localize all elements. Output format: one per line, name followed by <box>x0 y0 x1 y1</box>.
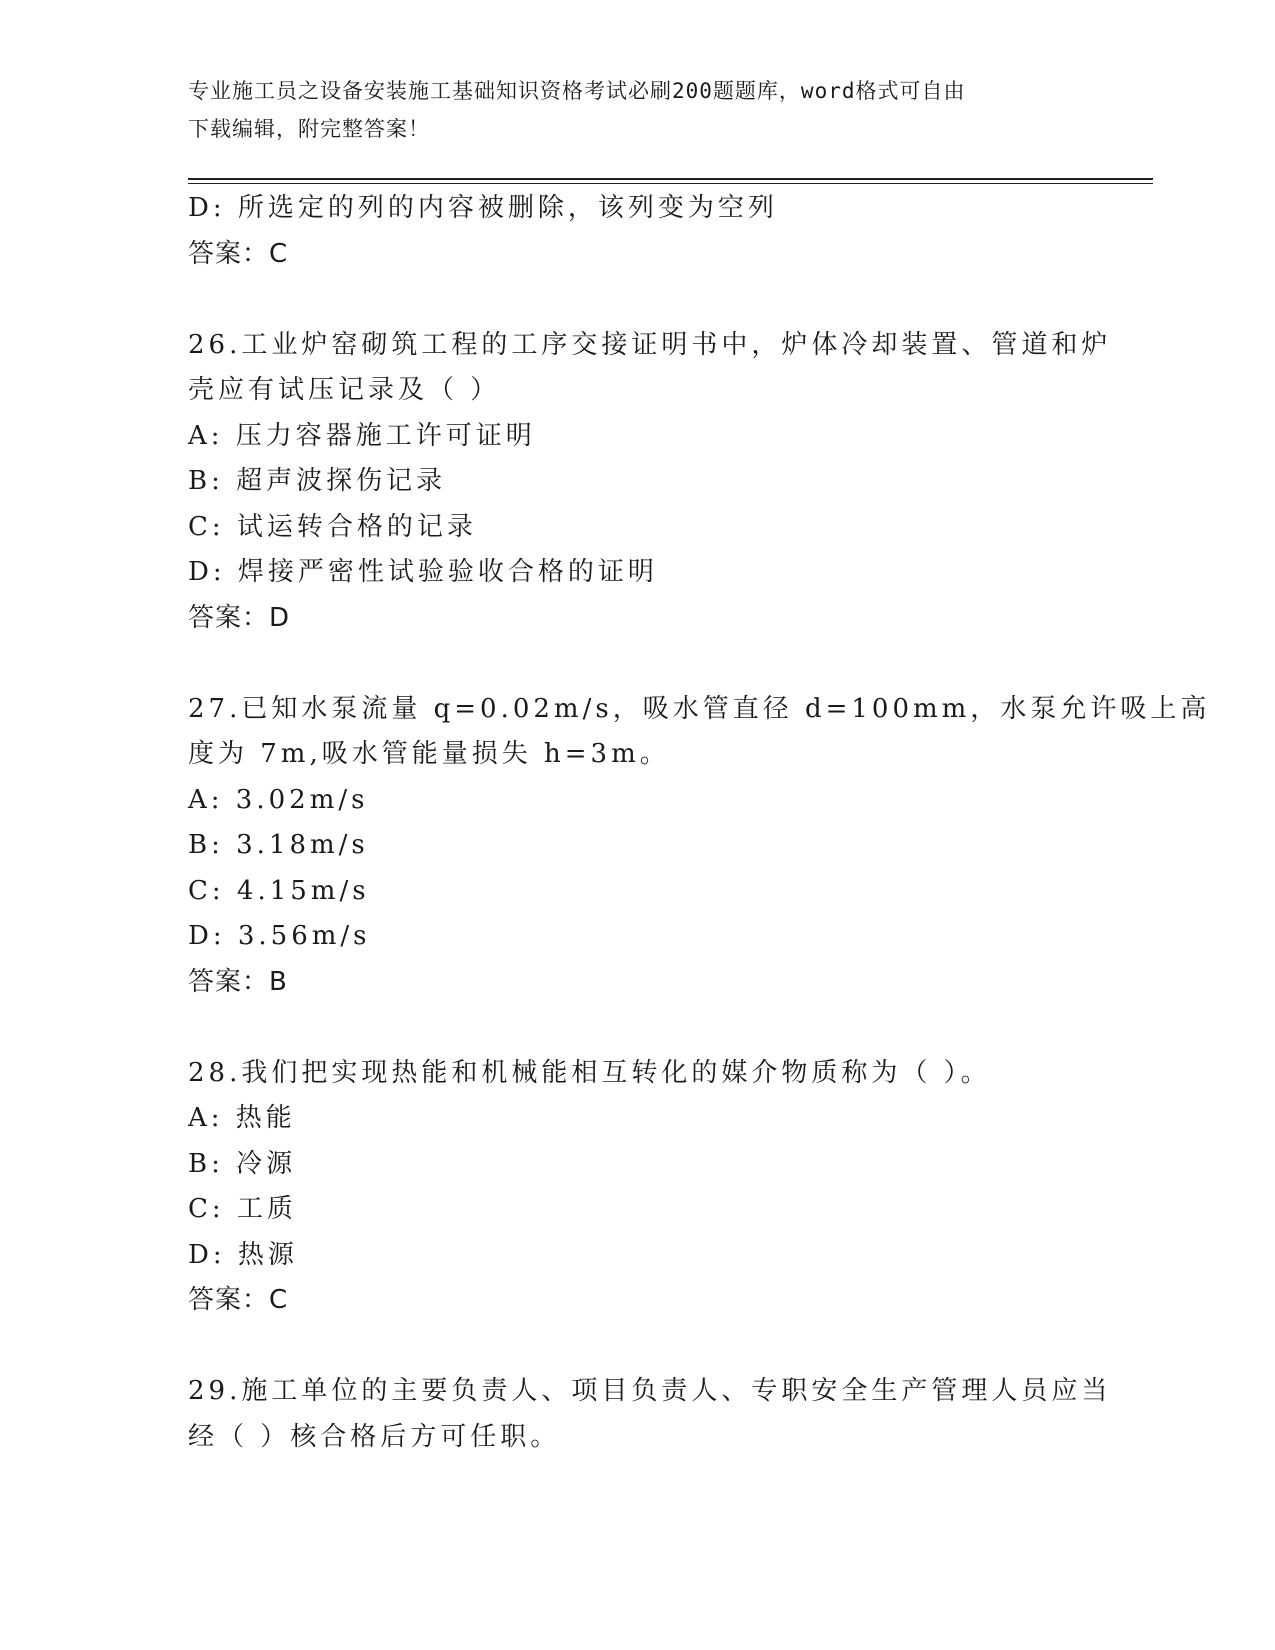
spacer <box>188 1324 1088 1370</box>
question-list <box>188 186 1211 1460</box>
answer: 答案：B <box>188 966 288 997</box>
header-rule-thick <box>188 178 1153 180</box>
answer: 答案：C <box>188 1285 289 1315</box>
option-a: A: 压力容器施工许可证明 <box>188 420 536 451</box>
question-28 <box>188 1051 1088 1324</box>
question-stem-continued: 经（ ）核合格后方可任职。 <box>188 1421 561 1452</box>
header-line-1: 专业施工员之设备安装施工基础知识资格考试必刷200题题库，word格式可自由 <box>188 79 966 103</box>
question-stem-continued: 壳应有试压记录及（ ） <box>188 375 501 405</box>
document-header <box>188 72 1068 148</box>
option-d: D: 所选定的列的内容被删除，该列变为空列 <box>188 193 778 223</box>
option-a: A: 热能 <box>188 1103 296 1133</box>
option-d: D: 3.56m/s <box>188 921 371 951</box>
header-line-2: 下载编辑，附完整答案！ <box>188 117 430 141</box>
option-b: B: 3.18m/s <box>188 830 369 860</box>
option-c: C: 工质 <box>188 1194 297 1224</box>
spacer <box>188 641 1088 687</box>
option-a: A: 3.02m/s <box>188 784 369 815</box>
question-stem: 26.工业炉窑砌筑工程的工序交接证明书中，炉体冷却装置、管道和炉 <box>188 329 1112 360</box>
header-rule-thin <box>188 183 1153 184</box>
answer: 答案：D <box>188 602 291 633</box>
option-c: C: 4.15m/s <box>188 875 370 906</box>
question-26 <box>188 323 1112 642</box>
answer: 答案：C <box>188 238 289 269</box>
option-c: C: 试运转合格的记录 <box>188 511 477 542</box>
option-d: D: 热源 <box>188 1239 298 1270</box>
question-27 <box>188 687 1211 1006</box>
question-29 <box>188 1369 1112 1460</box>
question-stem: 28.我们把实现热能和机械能相互转化的媒介物质称为（ ）。 <box>188 1057 991 1088</box>
question-stem: 27.已知水泵流量 q=0.02m/s，吸水管直径 d=100mm，水泵允许吸上高 <box>188 693 1211 724</box>
question-stem-continued: 度为 7m,吸水管能量损失 h=3m。 <box>188 739 670 769</box>
spacer <box>188 1005 1088 1051</box>
option-b: B: 冷源 <box>188 1148 297 1179</box>
question-stem: 29.施工单位的主要负责人、项目负责人、专职安全生产管理人员应当 <box>188 1376 1112 1406</box>
spacer <box>188 277 1088 323</box>
option-d: D: 焊接严密性试验验收合格的证明 <box>188 557 658 587</box>
question-25-tail <box>188 186 1088 277</box>
option-b: B: 超声波探伤记录 <box>188 466 447 496</box>
